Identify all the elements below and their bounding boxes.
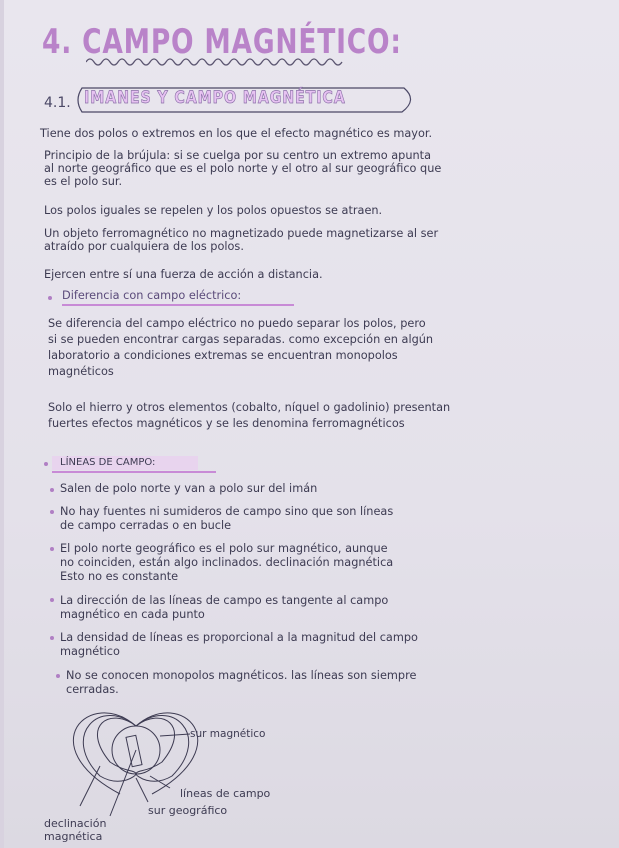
- bullet-line: No hay fuentes ni sumideros de campo sino que son líneas: [60, 505, 394, 518]
- paragraph-line: al norte geográfico que es el polo norte y el otro al sur geográfico que: [44, 162, 442, 175]
- bullet-dot: [48, 296, 52, 300]
- bullet-dot: [50, 488, 54, 492]
- paragraph-line: Tiene dos polos o extremos en los que el efecto magnético es mayor.: [40, 127, 433, 140]
- subsection-title: IMANES Y CAMPO MAGNÉTICA: [84, 88, 346, 108]
- bullet-dot: [50, 598, 54, 602]
- diagram-label-sur-magnetico: sur magnético: [190, 728, 266, 740]
- paragraph-line: Ejercen entre sí una fuerza de acción a distancia.: [44, 268, 323, 281]
- bullet-line: La dirección de las líneas de campo es tangente al campo: [60, 594, 389, 607]
- paragraph-line: si se pueden encontrar cargas separadas. como excepción en algún: [48, 333, 434, 346]
- diagram-label-magnetica: magnética: [44, 830, 103, 843]
- paragraph-line: es el polo sur.: [44, 175, 123, 188]
- bullet-dot: [50, 636, 54, 640]
- diferencia-heading: Diferencia con campo eléctrico:: [62, 289, 242, 302]
- heading-underline: [62, 304, 294, 306]
- bullet-line: de campo cerradas o en bucle: [60, 519, 232, 532]
- bullet-dot: [44, 462, 48, 466]
- diagram-label-lineas: líneas de campo: [180, 787, 271, 800]
- page-title: 4. CAMPO MAGNÉTICO:: [42, 22, 402, 62]
- bullet-dot: [56, 674, 60, 678]
- diagram-label-declinacion: declinación: [44, 817, 107, 830]
- bullet-dot: [50, 547, 54, 551]
- paragraph-line: magnéticos: [48, 365, 114, 378]
- paragraph-line: laboratorio a condiciones extremas se encuentran monopolos: [48, 349, 398, 362]
- bullet-line: magnético: [60, 645, 120, 658]
- bullet-line: Salen de polo norte y van a polo sur del imán: [60, 482, 318, 495]
- paragraph-line: Principio de la brújula: si se cuelga por su centro un extremo apunta: [44, 149, 432, 162]
- paragraph-line: Solo el hierro y otros elementos (cobalto, níquel o gadolinio) presentan: [48, 401, 451, 414]
- lineas-heading: LÍNEAS DE CAMPO:: [60, 457, 156, 468]
- bullet-line: cerradas.: [66, 683, 119, 696]
- paragraph-line: atraído por cualquiera de los polos.: [44, 240, 244, 253]
- paragraph-line: Los polos iguales se repelen y los polos opuestos se atraen.: [44, 204, 383, 217]
- paragraph-line: Se diferencia del campo eléctrico no puedo separar los polos, pero: [48, 317, 426, 330]
- bullet-line: La densidad de líneas es proporcional a la magnitud del campo: [60, 631, 418, 644]
- bullet-line: no coinciden, están algo inclinados. declinación magnética: [60, 556, 394, 569]
- diagram-label-sur-geografico: sur geográfico: [148, 804, 228, 817]
- bullet-dot: [50, 510, 54, 514]
- bullet-line: magnético en cada punto: [60, 608, 205, 621]
- bullet-line: El polo norte geográfico es el polo sur magnético, aunque: [60, 542, 388, 555]
- paragraph-line: Un objeto ferromagnético no magnetizado puede magnetizarse al ser: [44, 227, 439, 240]
- paragraph-line: fuertes efectos magnéticos y se les denomina ferromagnéticos: [48, 417, 405, 430]
- heading-underline: [52, 471, 216, 473]
- subsection-number: 4.1.: [44, 95, 71, 111]
- bullet-line: No se conocen monopolos magnéticos. las líneas son siempre: [66, 669, 417, 682]
- page-edge: [0, 0, 4, 848]
- bullet-line: Esto no es constante: [60, 570, 179, 583]
- title-underline-wave: [86, 56, 348, 68]
